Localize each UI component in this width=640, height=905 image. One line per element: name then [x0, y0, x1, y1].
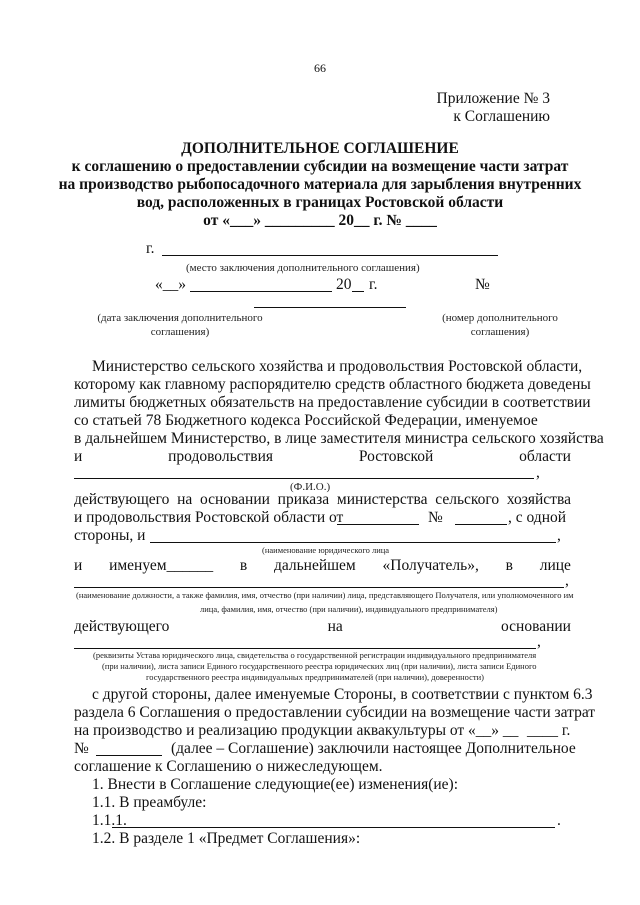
- word: лице: [539, 557, 571, 574]
- basis-field[interactable]: [74, 648, 536, 649]
- item-1-1: 1.1. В преамбуле:: [92, 794, 207, 811]
- date-g: г.: [369, 276, 378, 293]
- word: «Получатель»,: [382, 557, 479, 574]
- word: именуем______: [109, 557, 214, 574]
- word: основании: [200, 491, 270, 508]
- position-caption-1: (наименование должности, а также фамилия, имя, отчество (при наличии) лица, представляющего Получателя, или уполномоченного им: [76, 590, 574, 600]
- comma: ,: [537, 633, 541, 650]
- word: сельского: [435, 491, 500, 508]
- para1-line9a: и продовольствия Ростовской области от: [74, 509, 344, 526]
- para2-line4: (далее – Соглашение) заключили настоящее Дополнительное: [171, 740, 576, 757]
- appendix-label: Приложение № 3: [436, 90, 550, 107]
- para1-line2: которому как главному распорядителю средств областного бюджета доведены: [74, 376, 591, 393]
- period: .: [557, 812, 561, 829]
- title-line-2: на производство рыбопосадочного материала для зарыбления внутренних: [58, 176, 582, 193]
- para1-line4: со статьей 78 Бюджетного кодекса Российской Федерации, именуемое: [74, 412, 538, 429]
- number-sign: №: [475, 276, 490, 293]
- item-1-1-1-field[interactable]: [112, 827, 555, 828]
- para1-line6: [74, 448, 571, 466]
- item-1-2: 1.2. В разделе 1 «Предмет Соглашения»:: [92, 830, 361, 847]
- title-date-line: от «___» _________ 20__ г. № ____: [203, 212, 437, 229]
- date-field[interactable]: [190, 291, 332, 292]
- year-field[interactable]: [352, 291, 364, 292]
- para2-line3: на производство и реализацию продукции аквакультуры от «__» __: [74, 722, 519, 739]
- word: и: [74, 448, 83, 465]
- word: министерства: [336, 491, 428, 508]
- requisites-caption-3: государственного реестра индивидуальных предпринимателей (при наличии), доверенности): [146, 672, 485, 682]
- comma: ,: [565, 572, 569, 589]
- appendix-ref: к Соглашению: [453, 108, 550, 125]
- title-line-1: к соглашению о предоставлении субсидии на возмещение части затрат: [71, 158, 569, 175]
- word: действующего: [74, 618, 170, 635]
- para1-line13: [74, 618, 571, 636]
- order-date-field[interactable]: [337, 524, 419, 525]
- item-1: 1. Внести в Соглашение следующие(ее) изменения(ие):: [92, 776, 459, 793]
- comma: ,: [536, 464, 540, 481]
- date-open: «__»: [155, 276, 186, 293]
- word: области: [519, 448, 571, 465]
- para1-line1: Министерство сельского хозяйства и продовольствия Ростовской области,: [92, 358, 583, 375]
- para2-line1: с другой стороны, далее именуемые Стороны, в соответствии с пунктом 6.3: [92, 686, 593, 703]
- para2-line5: соглашение к Соглашению о нижеследующем.: [74, 758, 383, 775]
- number-caption-2: соглашения): [470, 326, 530, 338]
- official-name-field[interactable]: [74, 478, 534, 479]
- recipient-name-field[interactable]: [150, 542, 556, 543]
- fio-caption: (Ф.И.О.): [290, 481, 331, 493]
- date-caption-1: (дата заключения дополнительного: [97, 312, 263, 324]
- para1-line10: стороны, и: [74, 527, 146, 544]
- document-title: ДОПОЛНИТЕЛЬНОЕ СОГЛАШЕНИЕ: [181, 140, 459, 157]
- word: Ростовской: [358, 448, 434, 465]
- word: дальнейшем: [273, 557, 356, 574]
- word: продовольствия: [168, 448, 274, 465]
- word: и: [74, 557, 83, 574]
- para1-line9c: , с одной: [508, 509, 567, 526]
- place-field[interactable]: [162, 255, 498, 256]
- date-caption-2: соглашения): [150, 326, 210, 338]
- item-1-1-1: 1.1.1.: [92, 812, 127, 829]
- place-prefix: г.: [146, 240, 155, 257]
- para2-line4-no: №: [74, 740, 89, 757]
- agreement-number-field[interactable]: [96, 755, 162, 756]
- word: на: [327, 618, 343, 635]
- para1-line8: [74, 491, 571, 509]
- word: хозяйства: [506, 491, 571, 508]
- word: в: [239, 557, 248, 574]
- comma: ,: [557, 527, 561, 544]
- para2-line3-end: ____ г.: [527, 722, 571, 739]
- extra-line: [254, 307, 406, 308]
- para1-line3: лимиты бюджетных обязательств на предоставление субсидии в соответствии: [74, 394, 591, 411]
- number-caption-1: (номер дополнительного: [442, 312, 558, 324]
- para2-line2: раздела 6 Соглашения о предоставлении субсидии на возмещение части затрат: [74, 704, 596, 721]
- representative-field[interactable]: [74, 587, 564, 588]
- word: действующего: [74, 491, 170, 508]
- order-no-sign: №: [428, 509, 443, 526]
- requisites-caption-1: (реквизиты Устава юридического лица, свидетельства о государственной регистрации индивидуального предпринимателя: [93, 650, 537, 660]
- order-number-field[interactable]: [455, 524, 507, 525]
- position-caption-2: лица, фамилия, имя, отчество (при наличии), индивидуального предпринимателя): [200, 604, 498, 614]
- word: в: [505, 557, 513, 574]
- title-line-3: вод, расположенных в границах Ростовской области: [136, 194, 504, 211]
- word: основании: [501, 618, 571, 635]
- place-caption: (место заключения дополнительного соглашения): [186, 262, 420, 274]
- requisites-caption-2: (при наличии), листа записи Единого государственного реестра юридических лиц (при наличии), листа записи Единого: [102, 661, 537, 671]
- word: на: [177, 491, 193, 508]
- page-number: 66: [314, 61, 326, 75]
- word: приказа: [277, 491, 330, 508]
- date-year: 20: [336, 276, 352, 293]
- name-caption: (наименование юридического лица: [262, 545, 390, 555]
- para1-line5: в дальнейшем Министерство, в лице заместителя министра сельского хозяйства: [74, 430, 604, 447]
- para1-line11: [74, 557, 571, 575]
